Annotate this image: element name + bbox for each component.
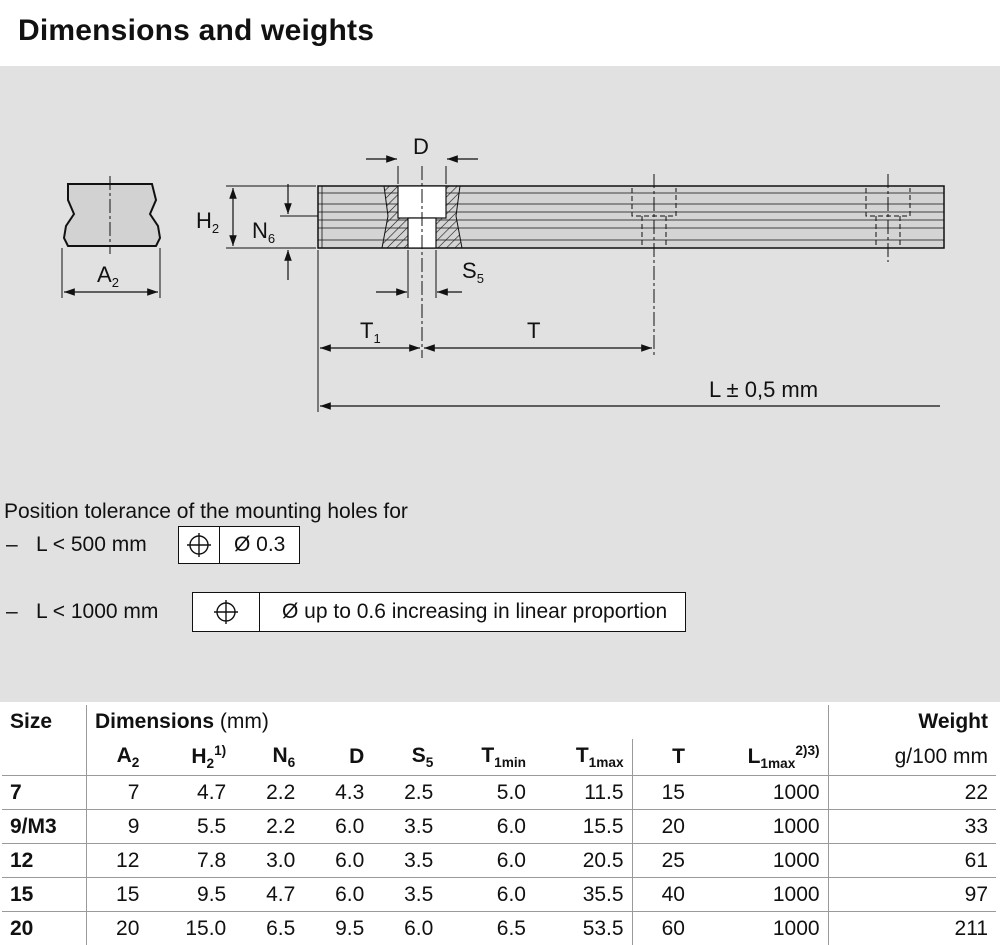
value-cell: 2.2 [234,810,303,844]
label-l: L ± 0,5 mm [709,377,818,402]
value-cell: 6.5 [441,912,534,945]
column-header: $L_{1max}^{2)3)}$ [693,739,828,776]
value-cell: 4.7 [234,878,303,912]
value-cell: 6.5 [234,912,303,945]
table-row [2,810,996,844]
tolerance-frame [192,592,686,632]
size-header-blank [2,739,87,776]
value-cell: 6.0 [372,912,441,945]
table-row [2,844,996,878]
value-cell: 7.8 [147,844,234,878]
technical-drawing [0,66,1000,486]
value-cell: 6.0 [441,878,534,912]
value-cell: 60 [632,912,693,945]
value-cell: 20 [632,810,693,844]
column-header: $T_{1min}$ [441,739,534,776]
value-cell: 20 [87,912,148,945]
tolerance-dash: – [6,533,36,557]
value-cell: 15.0 [147,912,234,945]
column-header: $T_{1max}$ [534,739,632,776]
value-cell: 9.5 [303,912,372,945]
size-cell: 12 [2,844,87,878]
label-t: T [527,318,540,343]
value-cell: 20.5 [534,844,632,878]
column-header: $A_2$ [87,739,148,776]
value-cell: 1000 [693,776,828,810]
size-header: Size [2,705,87,739]
value-cell: 6.0 [303,844,372,878]
label-a2: $A_2$ [97,262,119,290]
value-cell: 1000 [693,810,828,844]
weight-cell: 211 [828,912,996,945]
tolerance-condition: L < 1000 mm [36,600,192,624]
value-cell: 53.5 [534,912,632,945]
value-cell: 2.2 [234,776,303,810]
weight-cell: 61 [828,844,996,878]
value-cell: 3.5 [372,878,441,912]
weight-unit: g/100 mm [828,739,996,776]
tolerance-row-1000 [6,592,686,632]
tolerance-value: Ø 0.3 [220,533,299,557]
value-cell: 6.0 [441,810,534,844]
value-cell: 12 [87,844,148,878]
value-cell: 15 [632,776,693,810]
value-cell: 6.0 [303,810,372,844]
value-cell: 4.7 [147,776,234,810]
value-cell: 1000 [693,844,828,878]
value-cell: 40 [632,878,693,912]
label-n6: $N_6$ [252,218,275,246]
label-h2: $H_2$ [196,208,219,236]
column-header: D [303,739,372,776]
value-cell: 3.5 [372,844,441,878]
column-header: T [632,739,693,776]
value-cell: 6.0 [441,844,534,878]
value-cell: 1000 [693,878,828,912]
label-d: D [413,134,429,159]
position-icon [193,593,260,631]
value-cell: 2.5 [372,776,441,810]
table-subheader-row [2,739,996,776]
column-header: $N_6$ [234,739,303,776]
table-row [2,912,996,945]
size-cell: 7 [2,776,87,810]
dimensions-header: Dimensions (mm) [87,705,829,739]
table-header-row [2,705,996,739]
dimensions-table [2,705,996,945]
label-s5: $S_5$ [462,258,484,286]
weight-cell: 97 [828,878,996,912]
column-header: $H_2^{1)}$ [147,739,234,776]
value-cell: 9 [87,810,148,844]
page-title: Dimensions and weights [18,14,374,48]
size-cell: 20 [2,912,87,945]
value-cell: 11.5 [534,776,632,810]
value-cell: 4.3 [303,776,372,810]
value-cell: 35.5 [534,878,632,912]
tolerance-frame [178,526,300,564]
tolerance-dash: – [6,600,36,624]
value-cell: 15.5 [534,810,632,844]
tolerance-condition: L < 500 mm [36,533,178,557]
value-cell: 25 [632,844,693,878]
weight-cell: 22 [828,776,996,810]
size-cell: 15 [2,878,87,912]
tolerance-intro: Position tolerance of the mounting holes for [4,500,408,524]
table-row [2,878,996,912]
weight-cell: 33 [828,810,996,844]
position-icon [179,527,220,563]
tolerance-row-500 [6,526,300,564]
table-body [2,776,996,945]
size-cell: 9/M3 [2,810,87,844]
rail-side-view [318,166,944,358]
value-cell: 1000 [693,912,828,945]
value-cell: 3.0 [234,844,303,878]
value-cell: 7 [87,776,148,810]
value-cell: 5.5 [147,810,234,844]
value-cell: 5.0 [441,776,534,810]
weight-header: Weight [828,705,996,739]
value-cell: 9.5 [147,878,234,912]
label-t1: $T_1$ [360,318,381,346]
table-row [2,776,996,810]
column-header: $S_5$ [372,739,441,776]
value-cell: 3.5 [372,810,441,844]
value-cell: 15 [87,878,148,912]
value-cell: 6.0 [303,878,372,912]
tolerance-value: Ø up to 0.6 increasing in linear proportion [260,600,685,624]
